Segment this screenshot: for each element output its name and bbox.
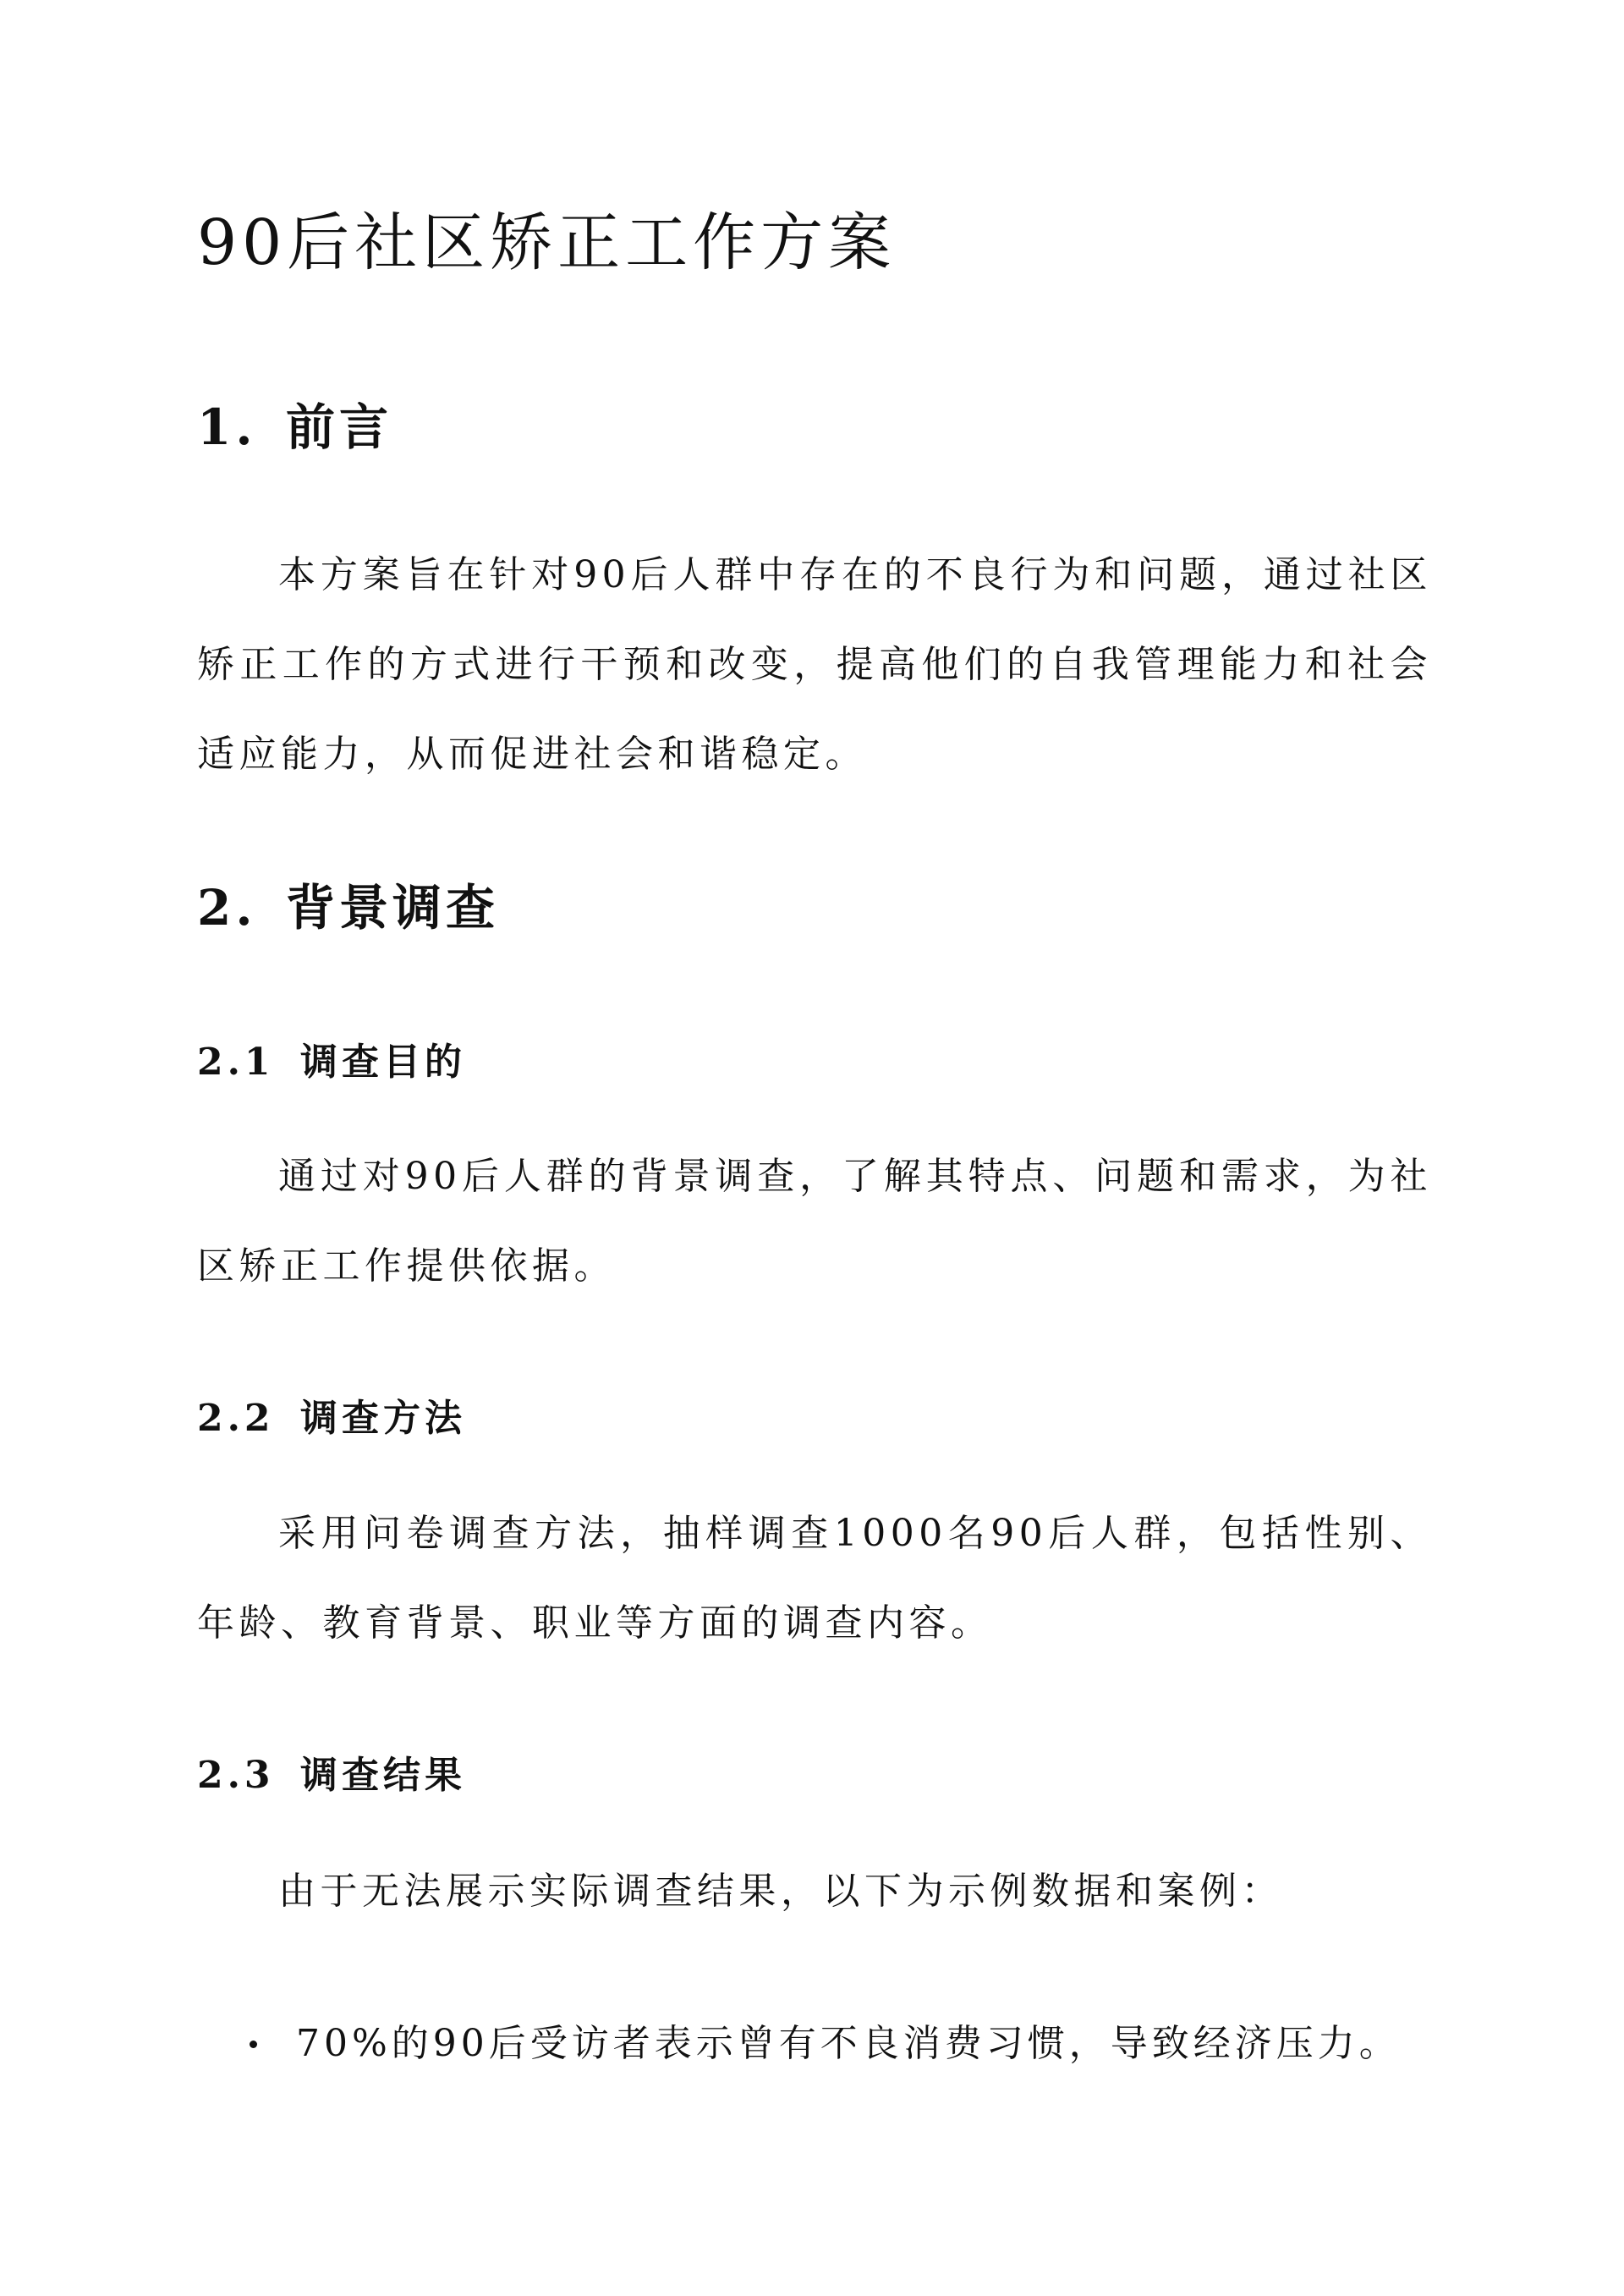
- section-number: 2.: [197, 879, 257, 937]
- subsection-heading-results: [197, 1749, 466, 1803]
- subsection-title: 调查方法: [300, 1397, 466, 1440]
- list-item: [197, 2017, 1432, 2071]
- subsection-heading-purpose: [197, 1035, 466, 1090]
- document-title: 90后社区矫正工作方案: [197, 206, 897, 279]
- preface-paragraph: 本方案旨在针对90后人群中存在的不良行为和问题，通过社区矫正工作的方式进行干预和改变，提高他们的自我管理能力和社会适应能力，从而促进社会和谐稳定。: [197, 553, 1432, 776]
- results-bullet-list: [197, 2017, 1432, 2071]
- section-number: 1.: [197, 398, 257, 456]
- method-paragraph: 采用问卷调查方法，抽样调查1000名90后人群，包括性别、年龄、教育背景、职业等方面的调查内容。: [197, 1512, 1432, 1645]
- subsection-heading-method: [197, 1392, 466, 1446]
- section-heading-preface: [197, 393, 392, 461]
- subsection-number: 2.3: [197, 1754, 275, 1797]
- subsection-number: 2.1: [197, 1041, 275, 1084]
- subsection-title: 调查结果: [300, 1754, 466, 1797]
- bullet-icon: [250, 2041, 257, 2048]
- list-item-text: 70%的90后受访者表示曾有不良消费习惯，导致经济压力。: [296, 2022, 1401, 2065]
- results-paragraph: 由于无法展示实际调查结果，以下为示例数据和案例：: [278, 1870, 1283, 1913]
- section-title: 背景调查: [286, 879, 500, 937]
- section-heading-background: [197, 874, 499, 942]
- subsection-number: 2.2: [197, 1397, 275, 1440]
- purpose-paragraph: 通过对90后人群的背景调查，了解其特点、问题和需求，为社区矫正工作提供依据。: [197, 1155, 1432, 1288]
- section-title: 前言: [286, 398, 393, 456]
- subsection-title: 调查目的: [300, 1041, 466, 1084]
